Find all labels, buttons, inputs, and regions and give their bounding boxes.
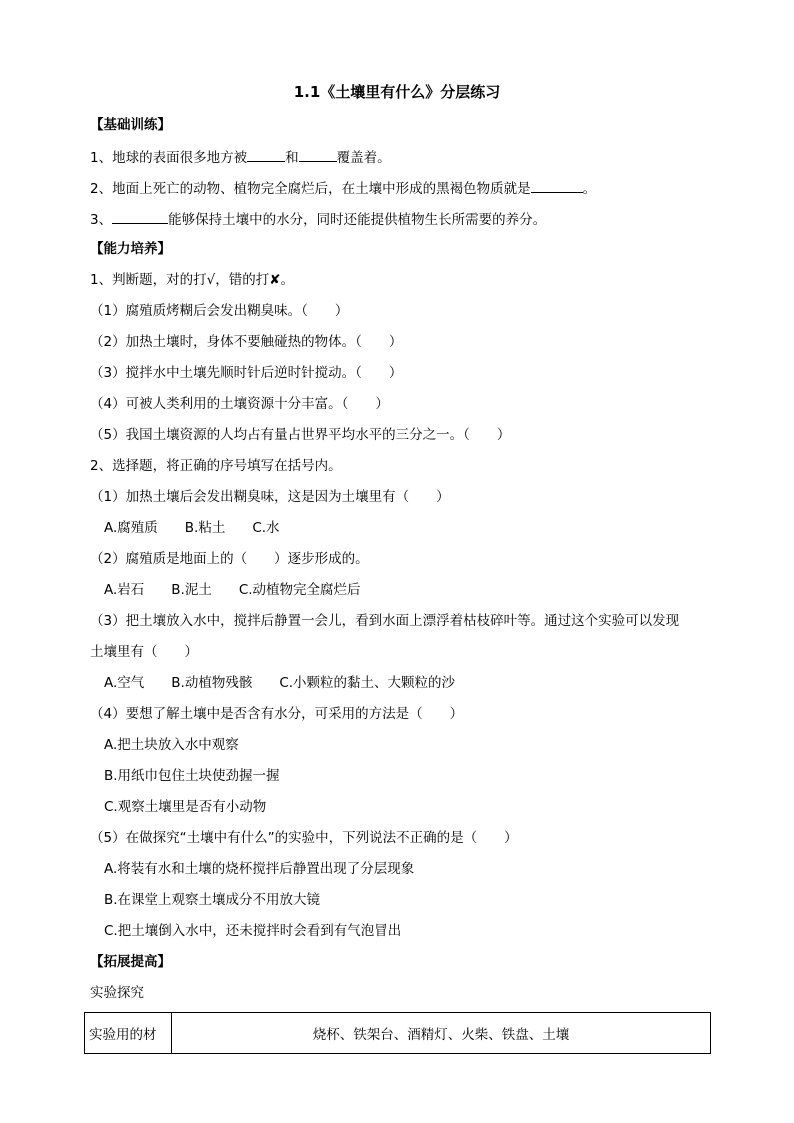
basic-q2-text-b: 。 [582, 181, 597, 197]
choice-q2-options: A.岩石 B.泥土 C.动植物完全腐烂后 [104, 582, 361, 598]
basic-question-1 [90, 147, 391, 167]
basic-question-3 [90, 209, 546, 229]
table-row-header: 实验用的材 [85, 1013, 172, 1054]
choice-q5-option-b: B.在课堂上观察土壤成分不用放大镜 [104, 892, 321, 908]
choice-heading: 2、选择题，将正确的序号填写在括号内。 [90, 458, 342, 474]
choice-question-3: （3）把土壤放入水中，搅拌后静置一会儿，看到水面上漂浮着枯枝碎叶等。通过这个实验可以发现 [90, 613, 680, 629]
choice-q4-option-c: C.观察土壤里是否有小动物 [104, 799, 267, 815]
basic-q1-text-a: 1、地球的表面很多地方被 [90, 150, 248, 166]
section-ability-training: 【能力培养】 [90, 241, 171, 257]
answer-blank[interactable] [112, 209, 168, 224]
judge-heading: 1、判断题，对的打√，错的打✘。 [90, 272, 295, 288]
basic-q1-text-b: 和 [285, 150, 299, 166]
answer-blank[interactable] [299, 147, 337, 162]
choice-question-3-continued: 土壤里有（ ） [90, 644, 198, 660]
judge-item-2: （2）加热土壤时，身体不要触碰热的物体。（ ） [90, 334, 403, 350]
basic-q3-text-b: 能够保持土壤中的水分，同时还能提供植物生长所需要的养分。 [168, 212, 547, 228]
experiment-table [84, 1012, 711, 1054]
choice-q1-options: A.腐殖质 B.粘土 C.水 [104, 520, 280, 536]
choice-q4-option-a: A.把土块放入水中观察 [104, 737, 239, 753]
answer-blank[interactable] [247, 147, 285, 162]
judge-item-1: （1）腐殖质烤糊后会发出糊臭味。（ ） [90, 303, 349, 319]
choice-q5-option-a: A.将装有水和土壤的烧杯搅拌后静置出现了分层现象 [104, 861, 415, 877]
table-row [85, 1013, 711, 1054]
judge-item-4: （4）可被人类利用的土壤资源十分丰富。（ ） [90, 396, 389, 412]
basic-q1-text-c: 覆盖着。 [336, 150, 391, 166]
basic-q3-text-a: 3、 [90, 212, 113, 228]
basic-question-2 [90, 178, 596, 198]
choice-question-2: （2）腐殖质是地面上的（ ）逐步形成的。 [90, 551, 369, 567]
answer-blank[interactable] [531, 178, 583, 193]
section-extension: 【拓展提高】 [90, 954, 171, 970]
section-basic-training: 【基础训练】 [90, 117, 171, 133]
table-row-value: 烧杯、铁架台、酒精灯、火柴、铁盘、土壤 [172, 1013, 711, 1054]
judge-item-3: （3）搅拌水中土壤先顺时针后逆时针搅动。（ ） [90, 365, 403, 381]
choice-q5-option-c: C.把土壤倒入水中，还未搅拌时会看到有气泡冒出 [104, 923, 402, 939]
basic-q2-text-a: 2、地面上死亡的动物、植物完全腐烂后，在土壤中形成的黑褐色物质就是 [90, 181, 531, 197]
choice-q3-options: A.空气 B.动植物残骸 C.小颗粒的黏土、大颗粒的沙 [104, 675, 456, 691]
judge-item-5: （5）我国土壤资源的人均占有量占世界平均水平的三分之一。（ ） [90, 427, 511, 443]
choice-question-1: （1）加热土壤后会发出糊臭味，这是因为土壤里有（ ） [90, 489, 450, 505]
choice-question-5: （5）在做探究“土壤中有什么”的实验中，下列说法不正确的是（ ） [90, 830, 518, 846]
choice-question-4: （4）要想了解土壤中是否含有水分，可采用的方法是（ ） [90, 706, 464, 722]
page-title: 1.1《土壤里有什么》分层练习 [293, 83, 501, 101]
choice-q4-option-b: B.用纸巾包住土块使劲握一握 [104, 768, 280, 784]
experiment-label: 实验探究 [90, 985, 144, 1001]
